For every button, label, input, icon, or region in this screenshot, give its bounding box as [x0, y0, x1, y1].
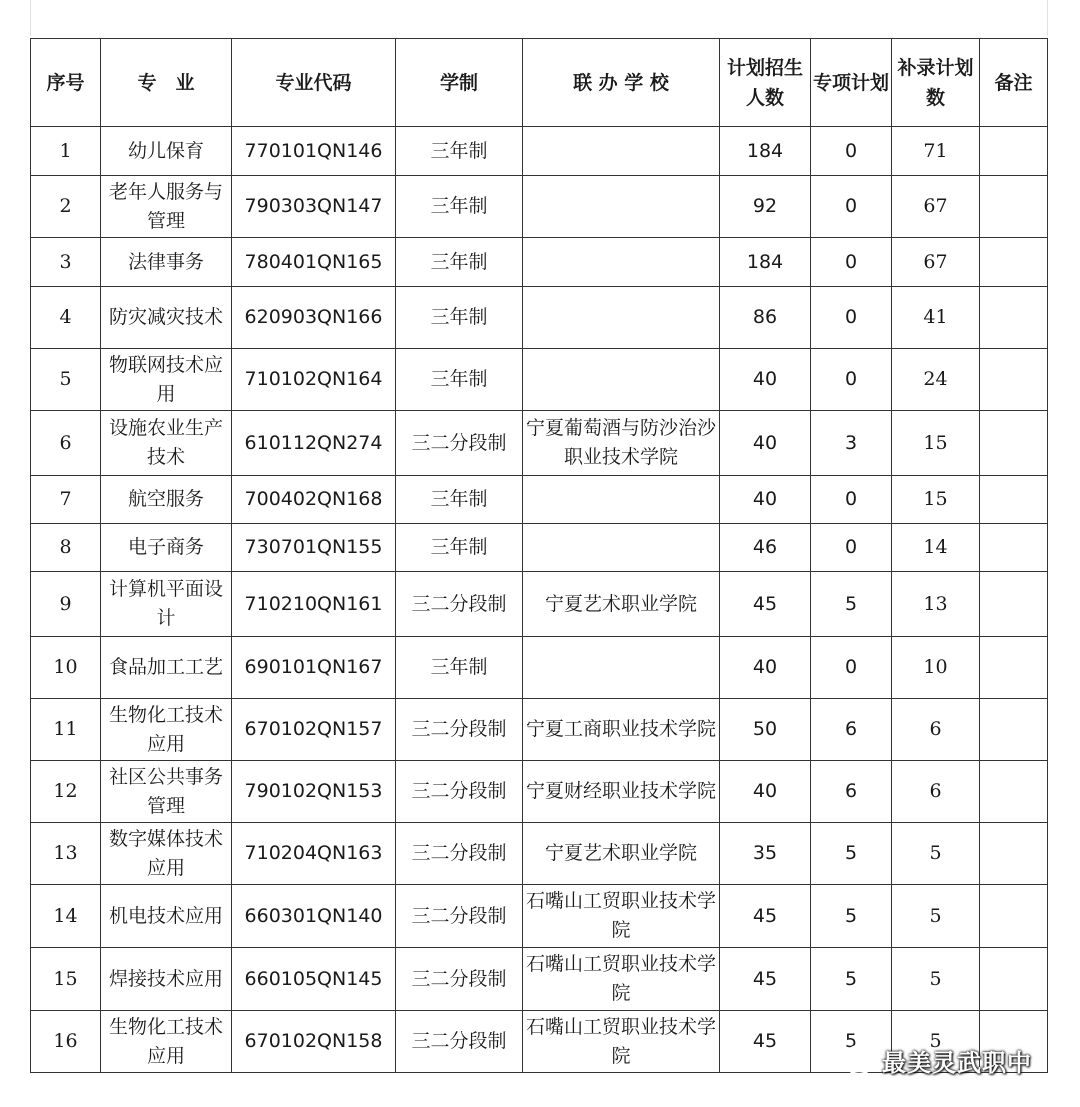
cell-special: 0 [811, 637, 892, 699]
cell-special: 0 [811, 349, 892, 411]
cell-partner: 石嘴山工贸职业技术学院 [523, 948, 720, 1011]
cell-partner [523, 476, 720, 524]
cell-remarks [980, 176, 1048, 238]
cell-remedial: 24 [892, 349, 980, 411]
cell-system: 三年制 [396, 637, 523, 699]
cell-major: 老年人服务与管理 [101, 176, 232, 238]
header-no: 序号 [31, 39, 101, 127]
cell-partner: 宁夏葡萄酒与防沙治沙职业技术学院 [523, 411, 720, 476]
cell-special: 5 [811, 885, 892, 948]
cell-no: 4 [31, 287, 101, 349]
cell-remarks [980, 349, 1048, 411]
cell-no: 2 [31, 176, 101, 238]
cell-system: 三二分段制 [396, 885, 523, 948]
cell-code: 710102QN164 [232, 349, 396, 411]
wechat-official-account-icon [842, 1043, 876, 1077]
cell-major: 幼儿保育 [101, 127, 232, 176]
cell-remedial: 6 [892, 699, 980, 761]
header-remedial: 补录计划数 [892, 39, 980, 127]
cell-special: 0 [811, 287, 892, 349]
cell-code: 620903QN166 [232, 287, 396, 349]
cell-major: 法律事务 [101, 238, 232, 287]
cell-remedial: 41 [892, 287, 980, 349]
cell-code: 790102QN153 [232, 761, 396, 823]
table-row [31, 699, 1048, 761]
cell-no: 11 [31, 699, 101, 761]
cell-remedial: 5 [892, 1011, 980, 1073]
cell-major: 生物化工技术应用 [101, 1011, 232, 1073]
cell-remedial: 15 [892, 476, 980, 524]
cell-partner: 石嘴山工贸职业技术学院 [523, 885, 720, 948]
cell-special: 0 [811, 524, 892, 572]
cell-system: 三年制 [396, 287, 523, 349]
cell-partner: 石嘴山工贸职业技术学院 [523, 1011, 720, 1073]
cell-planned: 46 [720, 524, 811, 572]
cell-code: 660301QN140 [232, 885, 396, 948]
cell-special: 0 [811, 476, 892, 524]
table-row [31, 349, 1048, 411]
cell-planned: 184 [720, 238, 811, 287]
cell-no: 6 [31, 411, 101, 476]
cell-partner [523, 127, 720, 176]
cell-remedial: 6 [892, 761, 980, 823]
cell-remedial: 67 [892, 176, 980, 238]
cell-planned: 184 [720, 127, 811, 176]
table-row [31, 885, 1048, 948]
cell-partner [523, 287, 720, 349]
cell-remarks [980, 637, 1048, 699]
table-row [31, 127, 1048, 176]
cell-special: 5 [811, 823, 892, 885]
cell-system: 三年制 [396, 176, 523, 238]
cell-special: 6 [811, 761, 892, 823]
cell-planned: 40 [720, 761, 811, 823]
cell-planned: 45 [720, 885, 811, 948]
cell-code: 670102QN157 [232, 699, 396, 761]
cell-major: 电子商务 [101, 524, 232, 572]
cell-planned: 40 [720, 349, 811, 411]
cell-special: 0 [811, 176, 892, 238]
cell-code: 790303QN147 [232, 176, 396, 238]
cell-remedial: 67 [892, 238, 980, 287]
cell-system: 三年制 [396, 238, 523, 287]
table-row [31, 761, 1048, 823]
table-row [31, 524, 1048, 572]
cell-major: 焊接技术应用 [101, 948, 232, 1011]
cell-partner [523, 349, 720, 411]
cell-code: 690101QN167 [232, 637, 396, 699]
cell-system: 三二分段制 [396, 1011, 523, 1073]
table-row [31, 476, 1048, 524]
cell-system: 三二分段制 [396, 699, 523, 761]
cell-remedial: 5 [892, 948, 980, 1011]
cell-remedial: 5 [892, 823, 980, 885]
cell-code: 660105QN145 [232, 948, 396, 1011]
cell-remarks [980, 476, 1048, 524]
cell-code: 700402QN168 [232, 476, 396, 524]
cell-special: 3 [811, 411, 892, 476]
cell-code: 710204QN163 [232, 823, 396, 885]
cell-partner: 宁夏财经职业技术学院 [523, 761, 720, 823]
cell-system: 三二分段制 [396, 411, 523, 476]
cell-major: 计算机平面设计 [101, 572, 232, 637]
cell-code: 670102QN158 [232, 1011, 396, 1073]
cell-remarks [980, 524, 1048, 572]
cell-planned: 40 [720, 637, 811, 699]
header-system: 学制 [396, 39, 523, 127]
cell-system: 三年制 [396, 127, 523, 176]
cell-no: 13 [31, 823, 101, 885]
cell-partner [523, 524, 720, 572]
cell-planned: 40 [720, 411, 811, 476]
cell-remedial: 15 [892, 411, 980, 476]
top-blank-strip [30, 0, 1048, 36]
cell-no: 9 [31, 572, 101, 637]
cell-major: 生物化工技术应用 [101, 699, 232, 761]
table-row [31, 411, 1048, 476]
cell-special: 0 [811, 238, 892, 287]
cell-system: 三年制 [396, 349, 523, 411]
cell-major: 数字媒体技术应用 [101, 823, 232, 885]
cell-remedial: 5 [892, 885, 980, 948]
cell-partner [523, 238, 720, 287]
cell-major: 食品加工工艺 [101, 637, 232, 699]
cell-no: 3 [31, 238, 101, 287]
cell-system: 三二分段制 [396, 948, 523, 1011]
enrollment-plan-table [30, 38, 1048, 1073]
cell-no: 1 [31, 127, 101, 176]
cell-no: 15 [31, 948, 101, 1011]
cell-system: 三年制 [396, 524, 523, 572]
header-remarks: 备注 [980, 39, 1048, 127]
watermark-text: 最美灵武职中 [882, 1048, 1032, 1077]
cell-code: 770101QN146 [232, 127, 396, 176]
cell-remarks [980, 885, 1048, 948]
cell-major: 航空服务 [101, 476, 232, 524]
cell-remarks [980, 411, 1048, 476]
cell-no: 14 [31, 885, 101, 948]
cell-remedial: 13 [892, 572, 980, 637]
cell-major: 机电技术应用 [101, 885, 232, 948]
table-row [31, 823, 1048, 885]
cell-partner: 宁夏艺术职业学院 [523, 572, 720, 637]
cell-major: 社区公共事务管理 [101, 761, 232, 823]
cell-planned: 45 [720, 948, 811, 1011]
cell-partner: 宁夏工商职业技术学院 [523, 699, 720, 761]
table-row [31, 238, 1048, 287]
header-major: 专 业 [101, 39, 232, 127]
cell-remarks [980, 948, 1048, 1011]
cell-remarks [980, 699, 1048, 761]
header-special: 专项计划 [811, 39, 892, 127]
cell-planned: 86 [720, 287, 811, 349]
cell-code: 710210QN161 [232, 572, 396, 637]
table-row [31, 637, 1048, 699]
cell-no: 16 [31, 1011, 101, 1073]
cell-planned: 35 [720, 823, 811, 885]
cell-system: 三二分段制 [396, 823, 523, 885]
header-planned: 计划招生人数 [720, 39, 811, 127]
table-header-row [31, 39, 1048, 127]
cell-remarks [980, 127, 1048, 176]
cell-partner [523, 637, 720, 699]
cell-special: 0 [811, 127, 892, 176]
cell-special: 5 [811, 1011, 892, 1073]
cell-no: 8 [31, 524, 101, 572]
cell-remarks [980, 572, 1048, 637]
cell-remedial: 14 [892, 524, 980, 572]
cell-system: 三年制 [396, 476, 523, 524]
cell-major: 物联网技术应用 [101, 349, 232, 411]
cell-planned: 92 [720, 176, 811, 238]
table-row [31, 948, 1048, 1011]
cell-code: 610112QN274 [232, 411, 396, 476]
cell-system: 三二分段制 [396, 572, 523, 637]
cell-partner [523, 176, 720, 238]
cell-no: 12 [31, 761, 101, 823]
cell-no: 5 [31, 349, 101, 411]
cell-planned: 50 [720, 699, 811, 761]
table-row [31, 572, 1048, 637]
cell-planned: 40 [720, 476, 811, 524]
cell-remarks [980, 823, 1048, 885]
cell-special: 5 [811, 572, 892, 637]
header-code: 专业代码 [232, 39, 396, 127]
cell-remarks [980, 761, 1048, 823]
cell-code: 780401QN165 [232, 238, 396, 287]
table-row [31, 287, 1048, 349]
cell-major: 设施农业生产技术 [101, 411, 232, 476]
cell-major: 防灾减灾技术 [101, 287, 232, 349]
cell-partner: 宁夏艺术职业学院 [523, 823, 720, 885]
cell-remedial: 10 [892, 637, 980, 699]
cell-no: 10 [31, 637, 101, 699]
cell-planned: 45 [720, 572, 811, 637]
cell-special: 5 [811, 948, 892, 1011]
cell-remedial: 71 [892, 127, 980, 176]
header-partner: 联 办 学 校 [523, 39, 720, 127]
table-body [31, 127, 1048, 1073]
cell-remarks [980, 238, 1048, 287]
cell-planned: 45 [720, 1011, 811, 1073]
cell-special: 6 [811, 699, 892, 761]
cell-code: 730701QN155 [232, 524, 396, 572]
cell-no: 7 [31, 476, 101, 524]
watermark [842, 1040, 1052, 1080]
cell-remarks [980, 287, 1048, 349]
table-row [31, 176, 1048, 238]
cell-system: 三二分段制 [396, 761, 523, 823]
